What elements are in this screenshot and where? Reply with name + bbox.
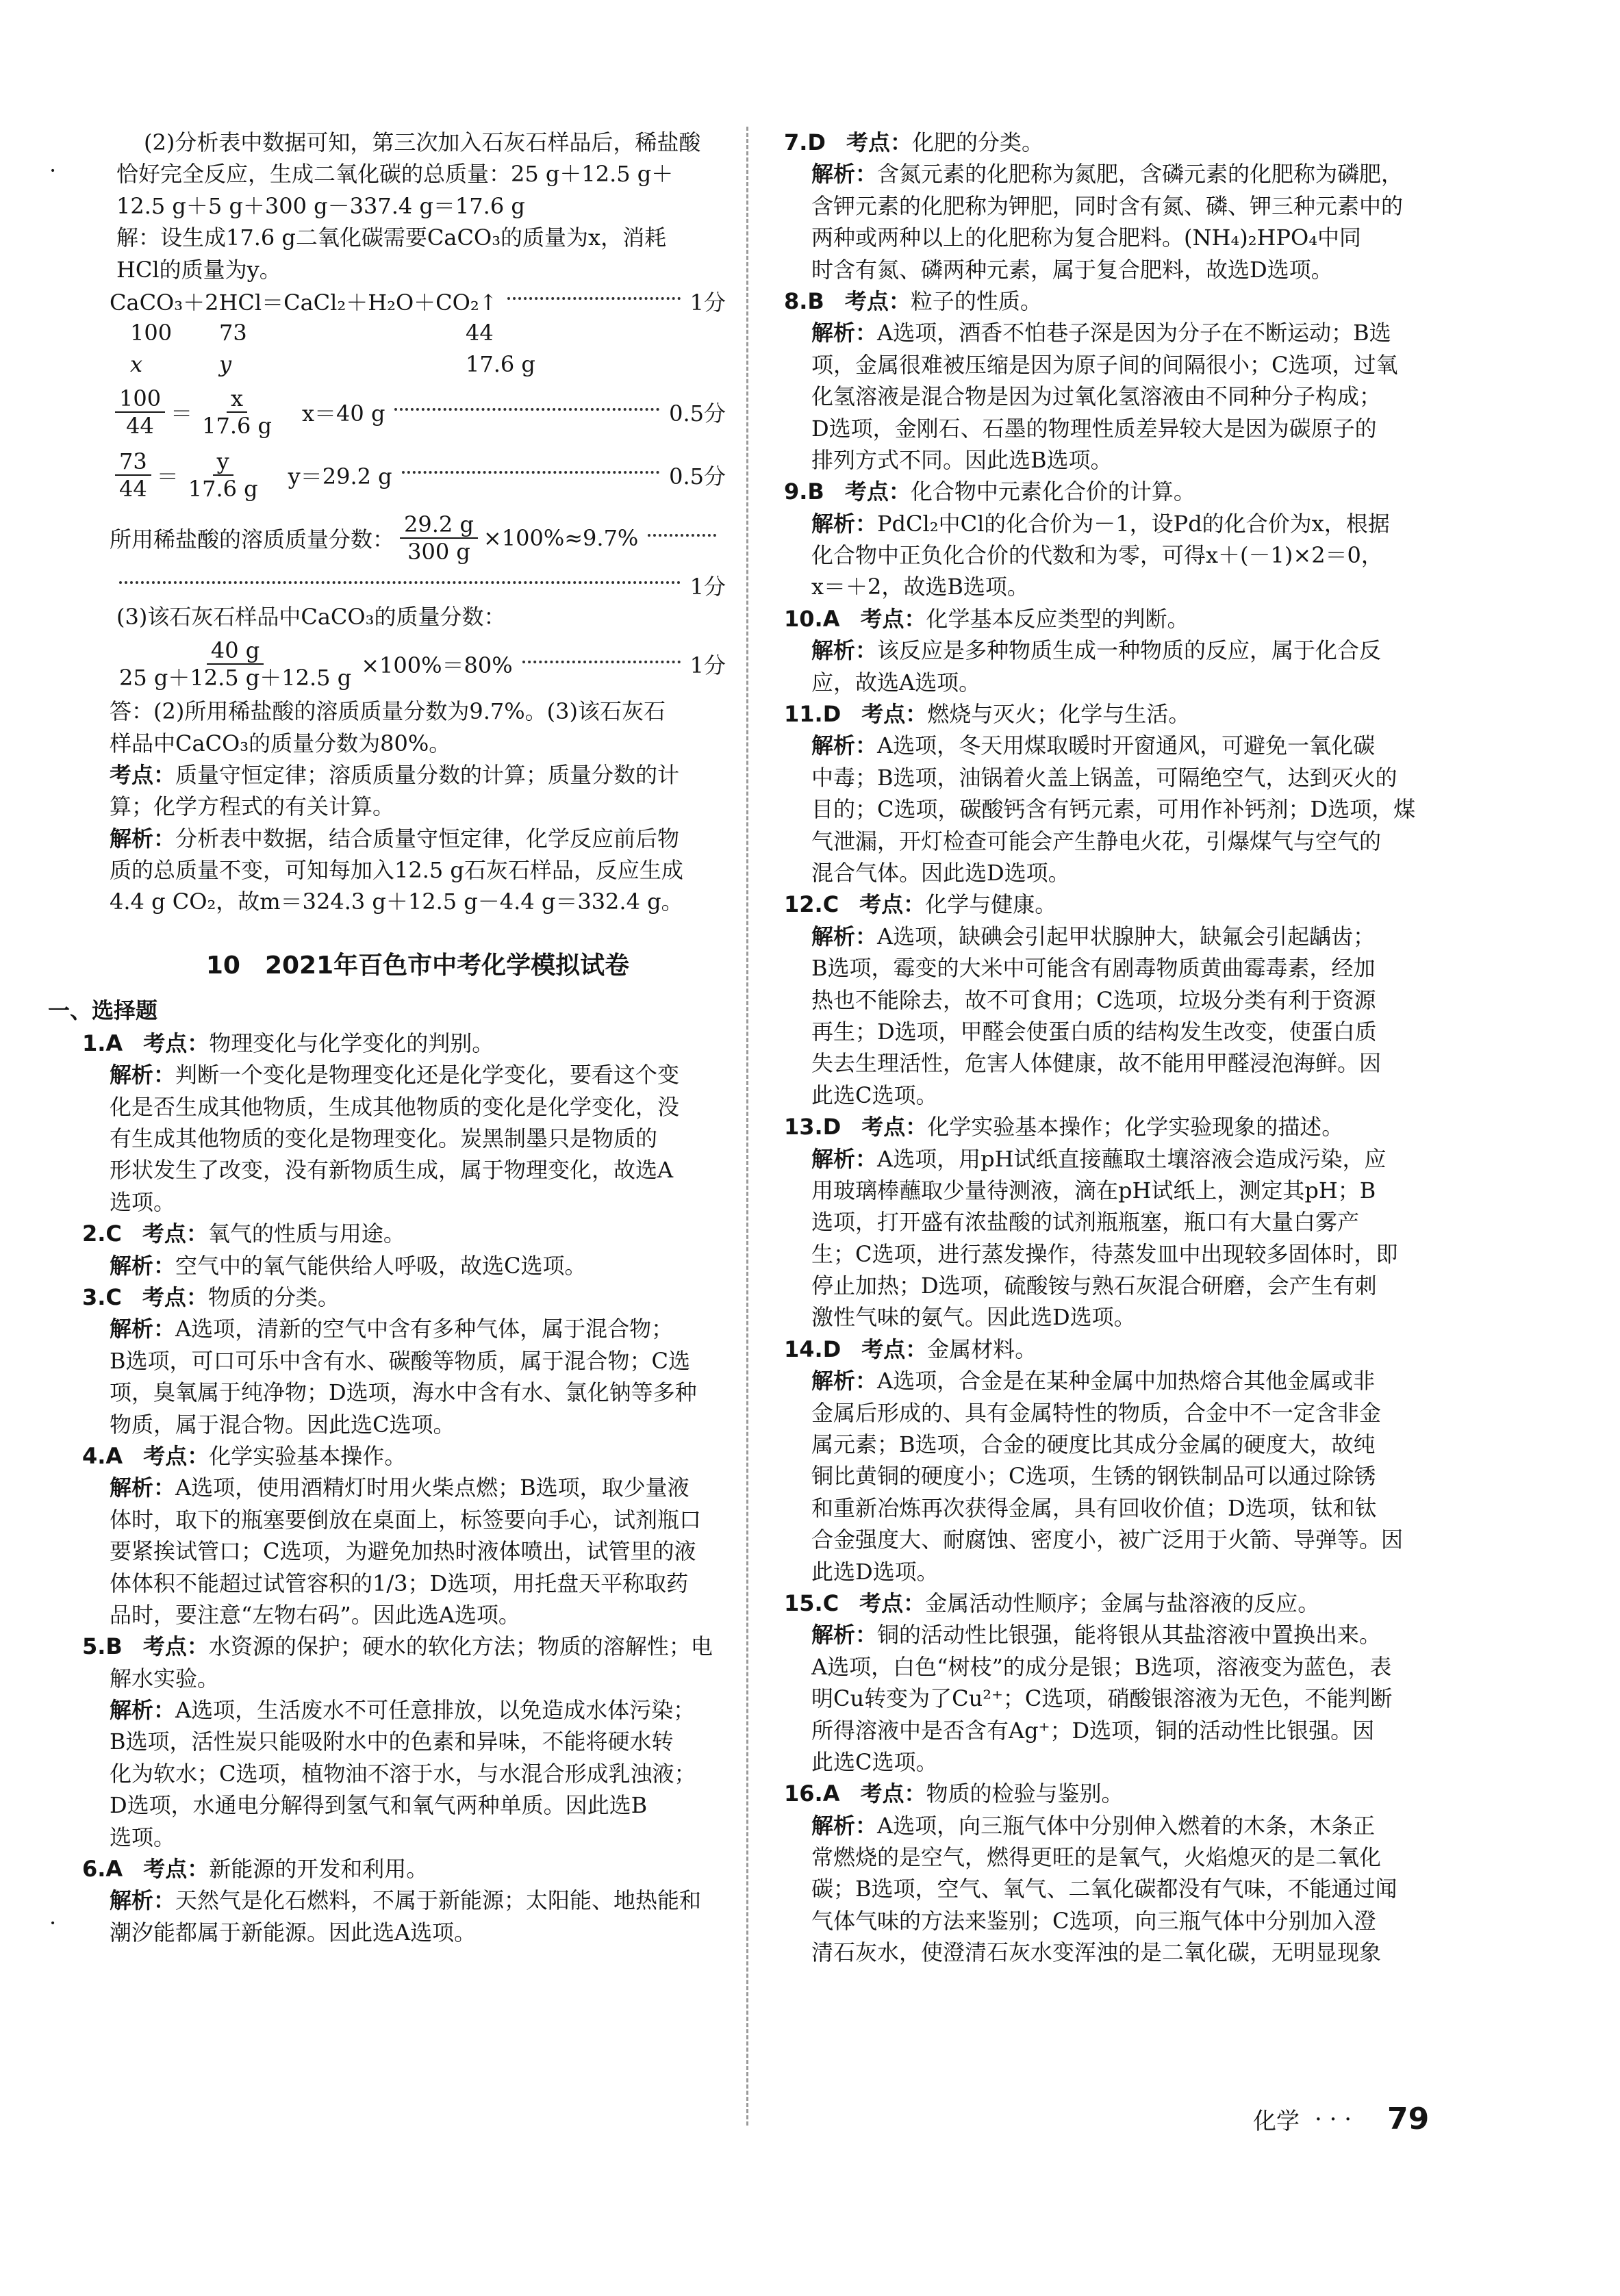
jiexi-line	[811, 158, 1476, 190]
jiexi-line: 再生；D选项，甲醛会使蛋白质的结构发生改变，使蛋白质	[811, 1018, 1377, 1045]
jiexi-line: 清石灰水，使澄清石灰水变浑浊的是二氧化碳，无明显现象	[811, 1939, 1382, 1966]
denominator: 44	[119, 475, 147, 502]
jiexi-line: 两种或两种以上的化肥称为复合肥料。(NH₄)₂HPO₄中同	[811, 225, 1362, 251]
question-item-header	[784, 285, 1476, 317]
text-line: 解：设生成17.6 g二氧化碳需要CaCO₃的质量为x，消耗	[116, 225, 667, 251]
jiexi-line: 气泄漏，开灯检查可能会产生静电火花，引爆煤气与空气的	[811, 828, 1382, 854]
reaction-line	[110, 285, 726, 317]
denominator: 17.6 g	[188, 475, 258, 502]
label: 解析：	[110, 825, 176, 852]
jiexi-line: 碳；B选项，空气、氧气、二氧化碳都没有气味，不能通过闻	[811, 1876, 1397, 1902]
kaodian-text: 化学与健康。	[925, 891, 1057, 918]
mass-fraction-equation	[110, 633, 726, 696]
jiexi-line	[811, 730, 1476, 761]
text: 质量守恒定律；溶质质量分数的计算；质量分数的计	[175, 761, 680, 788]
text-line: (2)分析表中数据可知，第三次加入石灰石样品后，稀盐酸	[144, 129, 701, 155]
jiexi-text: A选项，冬天用煤取暖时开窗通风，可避免一氧化碳	[877, 732, 1376, 759]
question-number: 13.D	[784, 1114, 841, 1140]
jiexi-line	[110, 1885, 726, 1916]
jiexi-text: A选项，清新的空气中含有多种气体，属于混合物；	[175, 1316, 674, 1342]
jiexi-text: A选项，合金是在某种金属中加热熔合其他金属或非	[877, 1368, 1376, 1394]
jiexi-line	[110, 1694, 726, 1726]
fraction	[115, 385, 165, 439]
stoich-value: 17.6 g	[466, 351, 535, 378]
stoich-value: 73	[219, 319, 247, 346]
question-number: 15.C	[784, 1590, 839, 1616]
jiexi-text: A选项，生活废水不可任意排放，以免造成水体污染；	[175, 1697, 696, 1724]
jiexi-line: 应，故选A选项。	[811, 669, 981, 696]
jiexi-line: 潮汐能都属于新能源。因此选A选项。	[110, 1919, 477, 1946]
jiexi-line: 项，金属很难被压缩是因为原子间的间隔很小；C选项，过氧	[811, 351, 1398, 378]
question-item-header	[784, 1334, 1476, 1365]
jiexi-line: 品时，要注意“左物右码”。因此选A选项。	[110, 1601, 520, 1628]
reaction-equation: CaCO₃＋2HCl＝CaCl₂＋H₂O＋CO₂↑	[110, 289, 498, 316]
score: 1分	[689, 573, 726, 600]
right-column	[784, 127, 1476, 1969]
kaodian-label: 考点：	[844, 288, 911, 314]
kaodian-label: 考点：	[860, 1781, 926, 1807]
answer-line: 答：(2)所用稀盐酸的溶质质量分数为9.7%。(3)该石灰石	[110, 698, 666, 725]
mass-fraction-equation	[110, 507, 726, 570]
score: 1分	[689, 652, 726, 679]
jiexi-line	[811, 921, 1476, 952]
margin-dot: ·	[49, 157, 57, 183]
score: 0.5分	[669, 463, 726, 489]
question-number: 2.C	[82, 1221, 122, 1247]
jiexi-label: 解析：	[110, 1252, 176, 1279]
jiexi-text: 该反应是多种物质生成一种物质的反应，属于化合反	[877, 637, 1382, 664]
numerator: 100	[115, 385, 165, 413]
question-item-header	[784, 476, 1476, 507]
jiexi-label: 解析：	[110, 1062, 176, 1088]
leader-dots	[648, 533, 716, 537]
jiexi-line: 此选C选项。	[811, 1748, 938, 1775]
question-item-header	[784, 1587, 1476, 1619]
proportion-equation	[110, 381, 726, 444]
jiexi-line: 化氢溶液是混合物是因为过氧化氢溶液由不同种分子构成；	[811, 383, 1382, 410]
jiexi-line	[811, 317, 1476, 348]
answer-line: 样品中CaCO₃的质量分数为80%。	[110, 730, 451, 756]
jiexi-label: 解析：	[811, 320, 878, 346]
jiexi-line: 混合气体。因此选D选项。	[811, 859, 1070, 886]
kaodian-label: 考点：	[142, 1221, 208, 1247]
kaodian-text: 物理变化与化学变化的判别。	[209, 1030, 494, 1056]
jiexi-line	[110, 1472, 726, 1503]
question-item-header	[784, 889, 1476, 920]
kaodian-label: 考点：	[844, 479, 911, 505]
jiexi-line: 时含有氮、磷两种元素，属于复合肥料，故选D选项。	[811, 256, 1333, 283]
fraction	[198, 385, 276, 439]
kaodian-label: 考点：	[143, 1442, 210, 1469]
kaodian-text: 化肥的分类。	[912, 129, 1044, 155]
question-number: 14.D	[784, 1336, 841, 1362]
numerator: y	[213, 448, 233, 476]
stoich-value: y	[219, 351, 232, 378]
question-number: 3.C	[82, 1284, 122, 1310]
leader-dots	[522, 660, 681, 663]
numerator: 40 g	[207, 637, 264, 665]
page-footer	[1253, 2102, 1429, 2136]
column-divider	[746, 127, 748, 2126]
jiexi-line: x＝＋2，故选B选项。	[811, 574, 1029, 600]
jiexi-line: 和重新冶炼再次获得金属，具有回收价值；D选项，钛和钛	[811, 1494, 1377, 1521]
jiexi-line: 选项。	[110, 1824, 176, 1850]
jiexi-line: 化合物中正负化合价的代数和为零，可得x＋(－1)×2＝0，	[811, 542, 1383, 569]
jiexi-line: 失去生理活性，危害人体健康，故不能用甲醛浸泡海鲜。因	[811, 1050, 1382, 1077]
jiexi-line: 合金强度大、耐腐蚀、密度小，被广泛用于火箭、导弹等。因	[811, 1527, 1404, 1553]
kaodian-text: 物质的检验与鉴别。	[926, 1781, 1124, 1807]
score: 0.5分	[669, 400, 726, 426]
denominator: 17.6 g	[202, 412, 272, 439]
jiexi-line: 此选D选项。	[811, 1558, 939, 1585]
jiexi-text: A选项，缺碘会引起甲状腺肿大，缺氟会引起龋齿；	[877, 923, 1376, 949]
fraction	[115, 637, 355, 691]
jiexi-line	[811, 1810, 1476, 1841]
numerator: 73	[115, 448, 151, 476]
kaodian-text: 化学基本反应类型的判断。	[926, 605, 1189, 632]
jiexi-line: 目的；C选项，碳酸钙含有钙元素，可用作补钙剂；D选项，煤	[811, 796, 1416, 823]
kaodian-text: 化学实验基本操作；化学实验现象的描述。	[927, 1114, 1344, 1140]
margin-dot: ·	[49, 1910, 57, 1936]
jiexi-line: 体体积不能超过试管容积的1/3；D选项，用托盘天平称取药	[110, 1570, 689, 1596]
text-line: 算；化学方程式的有关计算。	[110, 793, 395, 820]
jiexi-line: 铜比黄铜的硬度小；C选项，生锈的钢铁制品可以通过除锈	[811, 1463, 1376, 1490]
numerator: 29.2 g	[400, 511, 478, 539]
kaodian-label: 考点：	[861, 1336, 928, 1362]
jiexi-text: 判断一个变化是物理变化还是化学变化，要看这个变	[175, 1062, 680, 1088]
jiexi-label: 解析：	[811, 732, 878, 759]
section-title: 10 2021年百色市中考化学模拟试卷	[205, 951, 630, 980]
question-item-header	[784, 698, 1476, 730]
question-number: 12.C	[784, 891, 839, 918]
jiexi-label: 解析：	[110, 1475, 176, 1501]
jiexi-label: 解析：	[110, 1887, 176, 1914]
jiexi-line: 物质，属于混合物。因此选C选项。	[110, 1411, 455, 1438]
jiexi-line: 常燃烧的是空气，燃得更旺的是氧气，火焰熄灭的是二氧化	[811, 1844, 1382, 1871]
kaodian-text: 燃烧与灭火；化学与生活。	[927, 701, 1191, 728]
question-item-header	[82, 1028, 726, 1059]
jiexi-line: 含钾元素的化肥称为钾肥，同时含有氮、磷、钾三种元素中的	[811, 192, 1404, 219]
equation-suffix: ×100%≈9.7%	[483, 524, 639, 551]
equals-sign: ＝	[170, 400, 193, 426]
jiexi-line: 用玻璃棒蘸取少量待测液，滴在pH试纸上，测定其pH；B	[811, 1177, 1376, 1203]
question-number: 9.B	[784, 479, 824, 505]
jiexi-line: 选项。	[110, 1188, 176, 1215]
question-item-header	[82, 1281, 726, 1313]
stoich-value: 44	[466, 319, 494, 346]
jiexi-line: 要紧挨试管口；C选项，为避免加热时液体喷出，试管里的液	[110, 1538, 696, 1565]
jiexi-line: B选项，可口可乐中含有水、碳酸等物质，属于混合物；C选	[110, 1347, 691, 1374]
jiexi-line: 所得溶液中是否含有Ag⁺；D选项，铜的活动性比银强。因	[811, 1717, 1375, 1744]
denominator: 44	[126, 412, 154, 439]
jiexi-text: A选项，使用酒精灯时用火柴点燃；B选项，取少量液	[175, 1475, 689, 1501]
question-number: 10.A	[784, 605, 840, 632]
jiexi-text: 天然气是化石燃料，不属于新能源；太阳能、地热能和	[175, 1887, 702, 1914]
question-item-header	[82, 1218, 726, 1249]
leader-dots	[402, 470, 659, 474]
jiexi-text: A选项，用pH试纸直接蘸取土壤溶液会造成污染，应	[877, 1145, 1387, 1172]
jiexi-label: 解析：	[811, 1812, 878, 1839]
kaodian-text: 金属材料。	[927, 1336, 1037, 1362]
jiexi-line: 生；C选项，进行蒸发操作，待蒸发皿中出现较多固体时，即	[811, 1240, 1398, 1267]
jiexi-line: 明Cu转变为了Cu²⁺；C选项，硝酸银溶液为无色，不能判断	[811, 1685, 1393, 1712]
kaodian-label: 考点：	[142, 1284, 208, 1310]
kaodian-text: 物质的分类。	[207, 1284, 340, 1310]
jiexi-text: A选项，向三瓶气体中分别伸入燃着的木条，木条正	[877, 1812, 1376, 1839]
equation-prefix: 所用稀盐酸的溶质质量分数：	[110, 526, 395, 552]
numerator: x	[227, 385, 247, 413]
jiexi-line	[811, 1365, 1476, 1396]
denominator: 25 g＋12.5 g＋12.5 g	[119, 665, 352, 691]
kaodian-label: 考点：	[859, 1590, 926, 1616]
kaodian-label: 考点：	[860, 605, 926, 632]
jiexi-line	[811, 1143, 1476, 1175]
stoich-row	[110, 348, 726, 380]
jiexi-line: A选项，白色“树枝”的成分是银；B选项，溶液变为蓝色，表	[811, 1653, 1392, 1680]
fraction	[184, 448, 262, 502]
question-number: 11.D	[784, 701, 841, 728]
jiexi-text: 空气中的氧气能供给人呼吸，故选C选项。	[175, 1252, 587, 1279]
question-number: 1.A	[82, 1030, 123, 1056]
page-number: 79	[1387, 2102, 1430, 2136]
jiexi-line	[110, 1059, 726, 1090]
jiexi-label: 解析：	[811, 923, 878, 949]
kaodian-label: 考点：	[861, 701, 928, 728]
question-number: 4.A	[82, 1442, 123, 1469]
denominator: 300 g	[407, 538, 470, 565]
stoich-value: 100	[130, 319, 173, 346]
text-line: HCl的质量为y。	[116, 256, 281, 283]
text: 分析表中数据，结合质量守恒定律，化学反应前后物	[175, 825, 680, 852]
jiexi-line: 气体气味的方法来鉴别；C选项，向三瓶气体中分别加入澄	[811, 1907, 1376, 1934]
stoich-value: x	[130, 351, 143, 378]
jiexi-label: 解析：	[811, 510, 878, 537]
kaodian-label: 考点：	[142, 1633, 209, 1660]
kaodian-text: 粒子的性质。	[910, 288, 1042, 314]
jiexi-line: 属元素；B选项，合金的硬度比其成分金属的硬度大，故纯	[811, 1431, 1376, 1458]
score-line	[110, 570, 726, 601]
question-item-header	[784, 1778, 1476, 1809]
jiexi-label: 解析：	[811, 1622, 878, 1648]
jiexi-line: 选项，打开盛有浓盐酸的试剂瓶瓶塞，瓶口有大量白雾产	[811, 1209, 1360, 1236]
leader-dots	[119, 581, 681, 584]
label: 考点：	[110, 761, 176, 788]
kaodian-text: 氧气的性质与用途。	[207, 1221, 405, 1247]
jiexi-line	[811, 635, 1476, 666]
kaodian-text: 金属活动性顺序；金属与盐溶液的反应。	[925, 1590, 1320, 1616]
jiexi-line	[811, 508, 1476, 539]
text-line: 恰好完全反应，生成二氧化碳的总质量：25 g＋12.5 g＋	[116, 161, 674, 188]
kaodian-label: 考点：	[846, 129, 912, 155]
stoich-row	[110, 317, 726, 348]
jiexi-label: 解析：	[811, 161, 878, 188]
section-subheading: 一、选择题	[48, 997, 158, 1023]
jiexi-label: 解析：	[811, 637, 878, 664]
jiexi-line: 中毒；B选项，油锅着火盖上锅盖，可隔绝空气，达到灭火的	[811, 764, 1397, 791]
equals-sign: ＝	[156, 463, 179, 489]
text-line: 12.5 g＋5 g＋300 g－337.4 g＝17.6 g	[116, 192, 525, 219]
question-number: 16.A	[784, 1781, 840, 1807]
question-item-header	[784, 1111, 1476, 1143]
proportion-equation	[110, 444, 726, 507]
jiexi-text: A选项，酒香不怕巷子深是因为分子在不断运动；B选	[877, 320, 1391, 346]
question-item-header	[82, 1853, 726, 1885]
jiexi-line: 化为软水；C选项，植物油不溶于水，与水混合形成乳浊液；	[110, 1760, 696, 1787]
equation-suffix: ×100%＝80%	[361, 652, 513, 679]
jiexi-line: 形状发生了改变，没有新物质生成，属于物理变化，故选A	[110, 1157, 674, 1184]
jiexi-line: 排列方式不同。因此选B选项。	[811, 446, 1113, 473]
leader-dots	[507, 296, 681, 300]
question-number: 6.A	[82, 1856, 123, 1883]
kaodian-label: 考点：	[859, 891, 926, 918]
jiexi-text: 含氮元素的化肥称为氮肥，含磷元素的化肥称为磷肥，	[877, 161, 1404, 188]
jiexi-line: 体时，取下的瓶塞要倒放在桌面上，标签要向手心，试剂瓶口	[110, 1506, 702, 1533]
jiexi-line: B选项，活性炭只能吸附水中的色素和异味，不能将硬水转	[110, 1729, 674, 1755]
kaodian-text: 化学实验基本操作。	[209, 1442, 407, 1469]
jiexi-line	[110, 1313, 726, 1344]
jiexi-line: 化是否生成其他物质，生成其他物质的变化是化学变化，没	[110, 1093, 680, 1120]
jiexi-text: PdCl₂中Cl的化合价为－1，设Pd的化合价为x，根据	[877, 510, 1390, 537]
text-line	[110, 823, 726, 854]
jiexi-line: 有生成其他物质的变化是物理变化。炭黑制墨只是物质的	[110, 1125, 658, 1152]
jiexi-line: 停止加热；D选项，硫酸铵与熟石灰混合研磨，会产生有刺	[811, 1273, 1377, 1299]
text-line: 4.4 g CO₂，故m＝324.3 g＋12.5 g－4.4 g＝332.4 g。	[110, 889, 683, 915]
jiexi-line	[110, 1250, 726, 1281]
jiexi-line: B选项，霉变的大米中可能含有剧毒物质黄曲霉毒素，经加	[811, 955, 1376, 982]
question-item-header	[784, 603, 1476, 635]
jiexi-line: 金属后形成的、具有金属特性的物质，合金中不一定含非金	[811, 1399, 1382, 1426]
jiexi-line	[811, 1619, 1476, 1650]
score: 1分	[689, 289, 726, 316]
question-number: 7.D	[784, 129, 826, 155]
jiexi-line: D选项，金刚石、石墨的物理性质差异较大是因为碳原子的	[811, 415, 1377, 442]
jiexi-line: 此选C选项。	[811, 1082, 938, 1108]
jiexi-label: 解析：	[110, 1316, 176, 1342]
jiexi-text: 铜的活动性比银强，能将银从其盐溶液中置换出来。	[877, 1622, 1382, 1648]
jiexi-line: D选项，水通电分解得到氢气和氧气两种单质。因此选B	[110, 1792, 648, 1819]
text-line: (3)该石灰石样品中CaCO₃的质量分数：	[116, 603, 506, 630]
kaodian-label: 考点：	[143, 1030, 210, 1056]
jiexi-line: 项，臭氧属于纯净物；D选项，海水中含有水、氯化钠等多种	[110, 1379, 697, 1406]
jiexi-label: 解析：	[110, 1697, 176, 1724]
text-line	[110, 759, 726, 791]
jiexi-label: 解析：	[811, 1145, 878, 1172]
jiexi-line: 热也不能除去，故不可食用；C选项，垃圾分类有利于资源	[811, 986, 1376, 1013]
footer-subject: 化学	[1253, 2108, 1300, 2135]
result: x＝40 g	[302, 400, 385, 426]
left-column	[48, 127, 726, 1948]
leader-dots	[394, 407, 659, 411]
kaodian-text: 新能源的开发和利用。	[209, 1856, 429, 1883]
kaodian-text: 化合物中元素化合价的计算。	[910, 479, 1195, 505]
text-line: 质的总质量不变，可知每加入12.5 g石灰石样品，反应生成	[110, 857, 683, 884]
kaodian-label: 考点：	[861, 1114, 928, 1140]
kaodian-text: 解水实验。	[110, 1665, 220, 1692]
kaodian-label: 考点：	[143, 1856, 210, 1883]
footer-dots: · · ·	[1315, 2105, 1352, 2133]
kaodian-text: 水资源的保护；硬水的软化方法；物质的溶解性；电	[208, 1633, 713, 1660]
question-item-header	[784, 127, 1476, 158]
question-number: 5.B	[82, 1633, 123, 1660]
jiexi-line: 激性气味的氨气。因此选D选项。	[811, 1304, 1136, 1331]
result: y＝29.2 g	[288, 463, 392, 489]
jiexi-label: 解析：	[811, 1368, 878, 1394]
question-item-header	[82, 1631, 726, 1662]
fraction	[115, 448, 151, 502]
fraction	[400, 511, 478, 565]
question-item-header	[82, 1440, 726, 1472]
question-number: 8.B	[784, 288, 824, 314]
